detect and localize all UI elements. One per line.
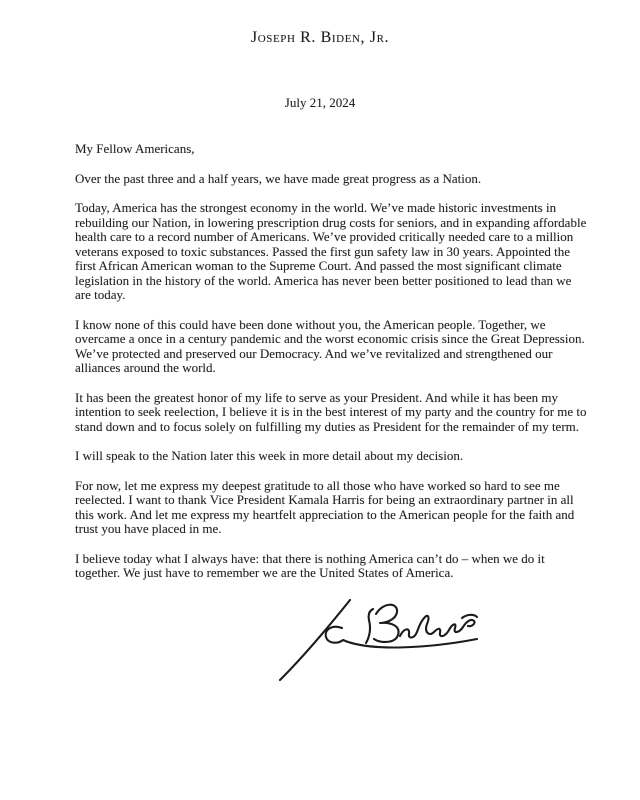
letter-paragraph: Over the past three and a half years, we have made great progress as a Nation. bbox=[75, 170, 482, 186]
signature-stroke bbox=[374, 604, 399, 641]
letterhead: Joseph R. Biden, Jr. bbox=[250, 29, 390, 46]
letter-paragraph: I will speak to the Nation later this week in more detail about my decision. bbox=[75, 448, 464, 463]
signature-stroke bbox=[366, 609, 373, 643]
signature-handwriting-icon bbox=[270, 596, 490, 691]
salutation: My Fellow Americans, bbox=[75, 141, 195, 156]
signature-block bbox=[270, 596, 490, 691]
letter-paragraph: I believe today what I always have: that there is nothing America can’t do – when we do it together. We just have to remember we are the United States of America. bbox=[75, 550, 545, 580]
letter-date: July 21, 2024 bbox=[284, 95, 356, 110]
signature-stroke bbox=[462, 614, 477, 617]
letter-paragraph: It has been the greatest honor of my life to serve as your President. And while it has been my intention to seek reelection, I believe it is in the best interest of my party and the country for me to stand down and to focus solely on fulfilling my duties as President for the remainder of my term. bbox=[75, 389, 587, 434]
letter-paragraph: I know none of this could have been done without you, the American people. Together, we overcame a once in a century pandemic and the worst economic crisis since the Great Depression. We’ve protected and preserved our Democracy. And we’ve revitalized and strengthened our alliances around the world. bbox=[75, 316, 585, 375]
letter-body bbox=[75, 142, 587, 691]
signature-stroke bbox=[400, 615, 475, 637]
letter-paragraph: Today, America has the strongest economy in the world. We’ve made historic investments in rebuilding our Nation, in lowering prescription drug costs for seniors, and in expanding affordable health care to a record number of Americans. We’ve provided critically needed care to a million veterans exposed to toxic substances. Passed the first gun safety law in 30 years. Appointed the first African American woman to the Supreme Court. And passed the most significant climate legislation in the history of the world. America has never been better positioned to lead than we are today. bbox=[75, 200, 587, 302]
letter-paragraph: For now, let me express my deepest gratitude to all those who have worked so hard to see me reelected. I want to thank Vice President Kamala Harris for being an extraordinary partner in all this work. And let me express my heartfelt appreciation to the American people for the faith and trust you have placed in me. bbox=[75, 477, 575, 536]
signature-stroke bbox=[280, 600, 350, 680]
